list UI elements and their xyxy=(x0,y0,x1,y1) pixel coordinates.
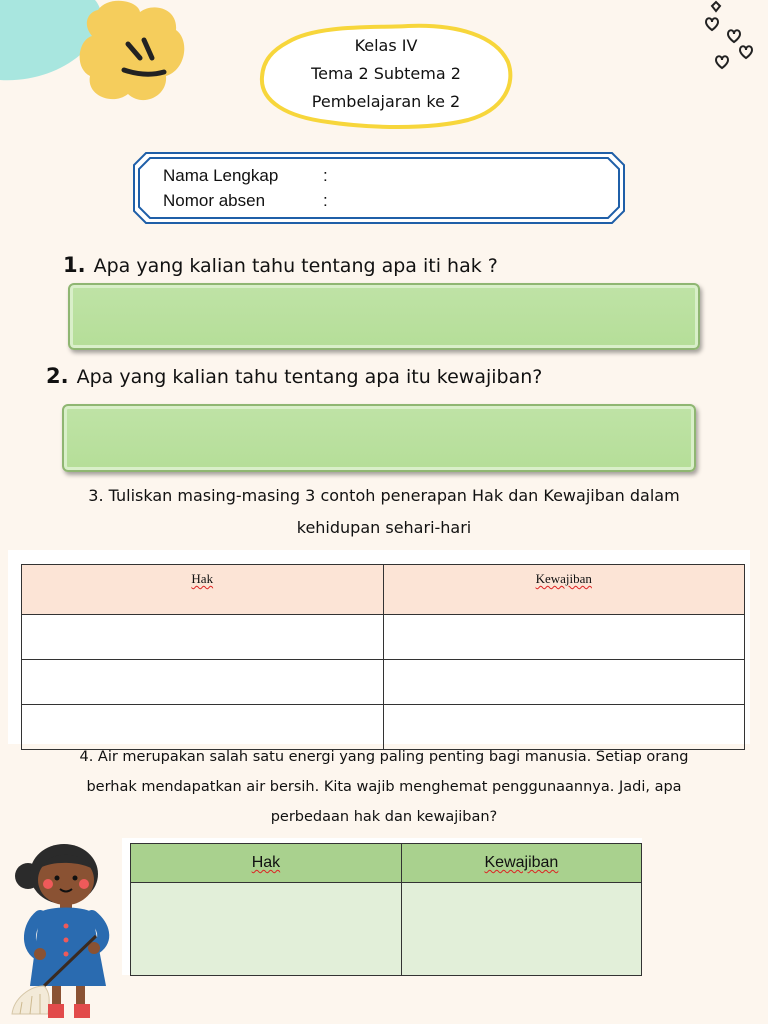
header-theme: Tema 2 Subtema 2 xyxy=(311,64,461,83)
girl-sweeping-illustration xyxy=(4,836,124,1022)
question-2-text: Apa yang kalian tahu tentang apa itu kewajiban? xyxy=(76,366,543,388)
question-4-line-3: perbedaan hak dan kewajiban? xyxy=(270,809,498,825)
header-class: Kelas IV xyxy=(354,36,418,55)
table-1-cell-hak-1[interactable] xyxy=(22,615,384,660)
identity-box xyxy=(132,151,626,225)
question-1 xyxy=(63,253,498,277)
hearts-doodle-icon xyxy=(700,0,760,80)
table-1-header-row xyxy=(22,565,745,615)
question-3 xyxy=(0,480,768,544)
yellow-flower-decoration xyxy=(78,0,188,108)
absen-colon: : xyxy=(323,191,328,210)
table-2-header-row xyxy=(131,844,642,883)
hak-kewajiban-table xyxy=(21,564,745,750)
name-colon: : xyxy=(323,166,328,185)
answer-1-field[interactable] xyxy=(68,283,700,350)
question-4-line-1: 4. Air merupakan salah satu energi yang paling penting bagi manusia. Setiap orang xyxy=(79,749,689,765)
question-2-number: 2. xyxy=(46,364,69,388)
question-4 xyxy=(0,742,768,832)
table-1-header-kewajiban: Kewajiban xyxy=(383,565,745,615)
absen-label: Nomor absen xyxy=(163,191,266,210)
table-2-header-kewajiban: Kewajiban xyxy=(401,844,641,883)
name-row xyxy=(163,166,328,186)
table-row xyxy=(22,615,745,660)
question-1-text: Apa yang kalian tahu tentang apa iti hak ? xyxy=(93,255,498,277)
question-4-line-2: berhak mendapatkan air bersih. Kita wajib menghemat penggunaannya. Jadi, apa xyxy=(86,779,682,795)
absen-row xyxy=(163,191,328,211)
table-row xyxy=(131,883,642,976)
table-row xyxy=(22,660,745,705)
header-title-block xyxy=(258,32,514,116)
name-label: Nama Lengkap xyxy=(163,166,279,185)
table-1-cell-kewajiban-2[interactable] xyxy=(383,660,745,705)
question-1-number: 1. xyxy=(63,253,86,277)
table-1-header-hak: Hak xyxy=(22,565,384,615)
table-1-cell-hak-2[interactable] xyxy=(22,660,384,705)
table-2-header-hak: Hak xyxy=(131,844,402,883)
question-2 xyxy=(46,364,542,388)
table-2-cell-kewajiban[interactable] xyxy=(401,883,641,976)
perbedaan-table xyxy=(130,843,642,976)
answer-2-field[interactable] xyxy=(62,404,696,472)
table-1-cell-kewajiban-1[interactable] xyxy=(383,615,745,660)
table-2-cell-hak[interactable] xyxy=(131,883,402,976)
question-3-line-2: kehidupan sehari-hari xyxy=(296,518,472,537)
question-3-line-1: 3. Tuliskan masing-masing 3 contoh penerapan Hak dan Kewajiban dalam xyxy=(88,486,680,505)
header-lesson: Pembelajaran ke 2 xyxy=(311,92,461,111)
